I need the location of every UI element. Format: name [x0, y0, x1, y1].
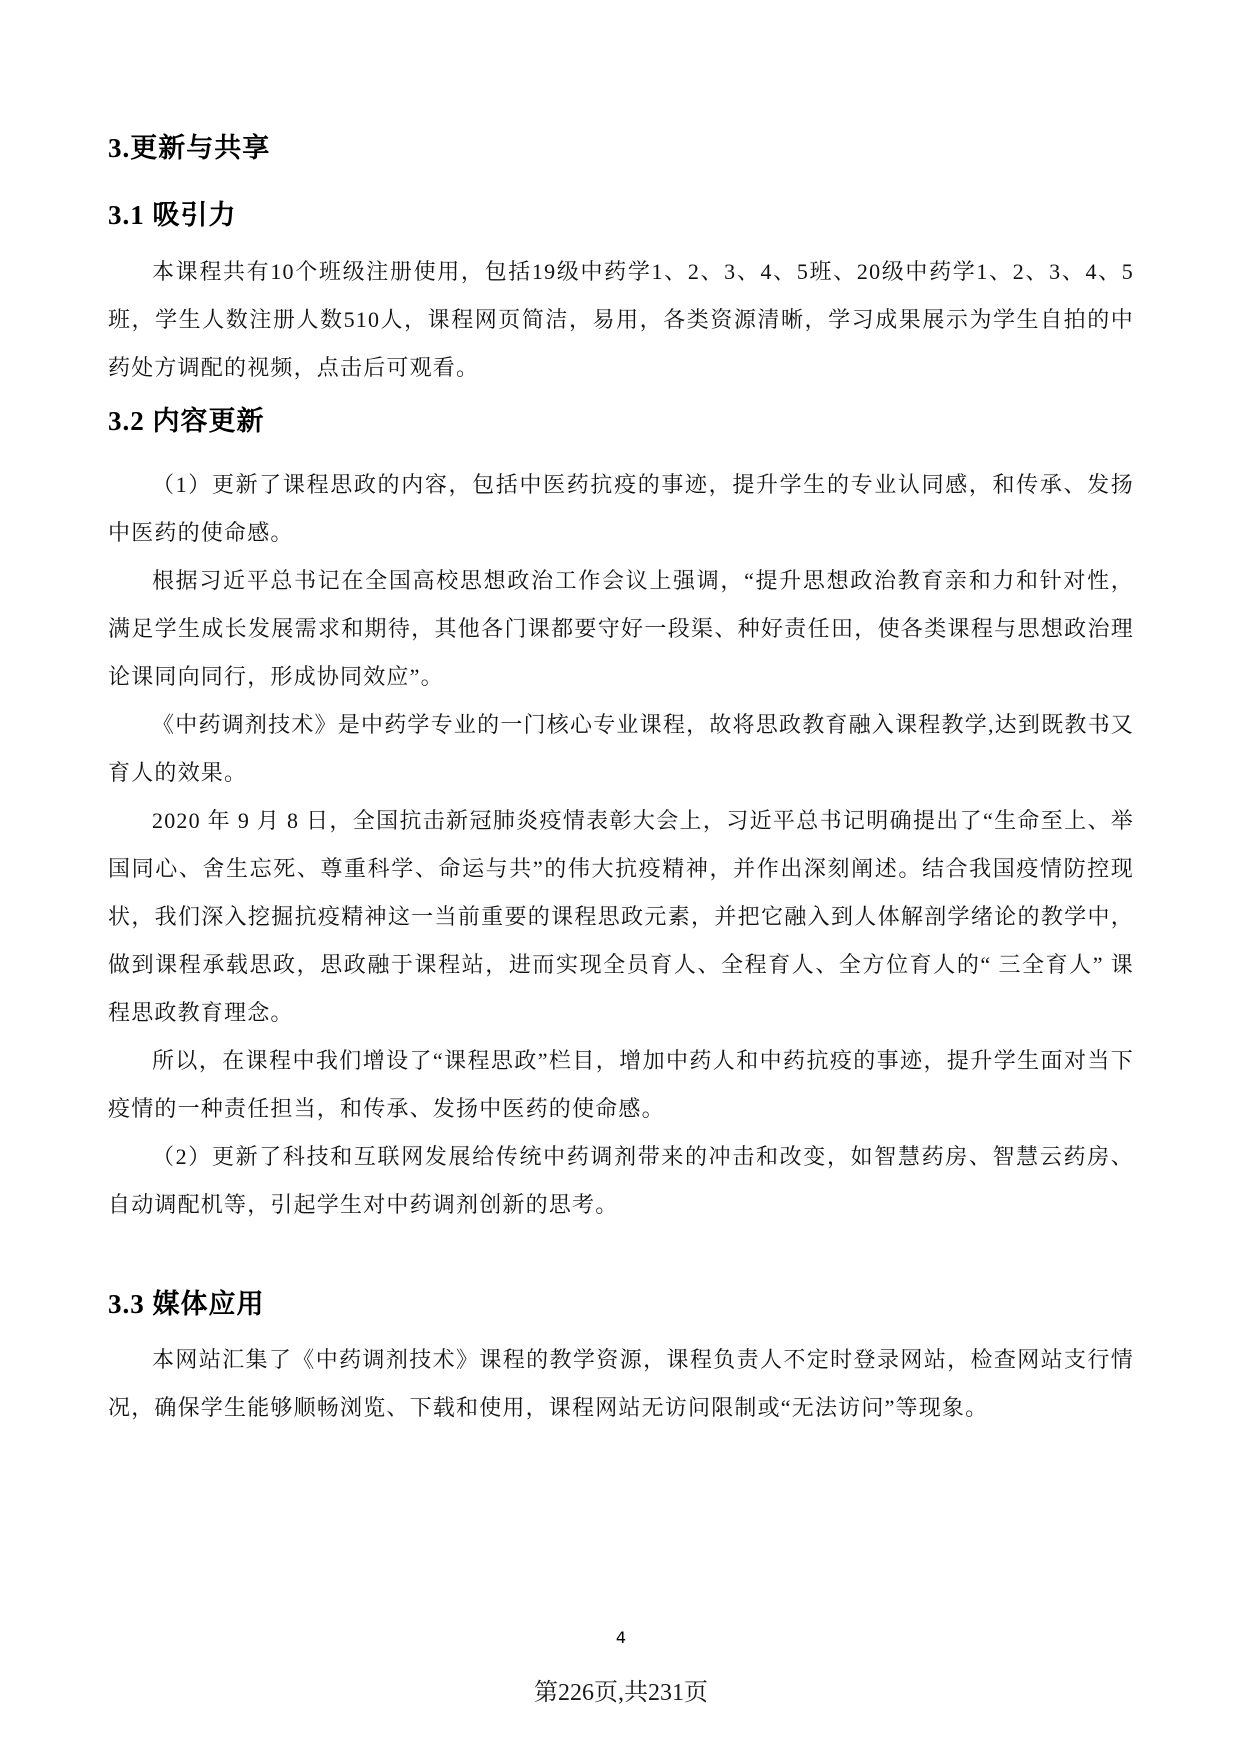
paragraph: 2020 年 9 月 8 日，全国抗击新冠肺炎疫情表彰大会上，习近平总书记明确提出了“生命至上、举国同心、舍生忘死、尊重科学、命运与共”的伟大抗疫精神，并作出深刻阐述。结合我国疫情防控现状，我们深入挖掘抗疫精神这一当前重要的课程思政元素，并把它融入到人体解剖学绪论的教学中，做到课程承载思政，思政融于课程站，进而实现全员育人、全程育人、全方位育人的“ 三全育人” 课程思政教育理念。: [108, 808, 1134, 1025]
section-heading: 3.2 内容更新: [108, 406, 265, 436]
paragraph: 根据习近平总书记在全国高校思想政治工作会议上强调，“提升思想政治教育亲和力和针对性，满足学生成长发展需求和期待，其他各门课都要守好一段渠、种好责任田，使各类课程与思想政治理论课同向同行，形成协同效应”。: [108, 568, 1134, 689]
paragraph: 本网站汇集了《中药调剂技术》课程的教学资源，课程负责人不定时登录网站，检查网站支行情况，确保学生能够顺畅浏览、下载和使用，课程网站无访问限制或“无法访问”等现象。: [108, 1347, 1134, 1420]
section-heading: 3.1 吸引力: [108, 200, 237, 230]
document-content: [108, 0, 1134, 1432]
paragraph: 《中药调剂技术》是中药学专业的一门核心专业课程，故将思政教育融入课程教学,达到既教书又育人的效果。: [108, 712, 1134, 785]
section-heading: 3.3 媒体应用: [108, 1289, 265, 1319]
paragraph: （2）更新了科技和互联网发展给传统中药调剂带来的冲击和改变，如智慧药房、智慧云药房、自动调配机等，引起学生对中药调剂创新的思考。: [108, 1144, 1134, 1217]
footer-page-info: 第226页,共231页: [534, 1680, 708, 1706]
paragraph: （1）更新了课程思政的内容，包括中医药抗疫的事迹，提升学生的专业认同感，和传承、发扬中医药的使命感。: [108, 472, 1134, 545]
page-number: 4: [615, 1628, 627, 1647]
paragraph: 所以，在课程中我们增设了“课程思政”栏目，增加中药人和中药抗疫的事迹，提升学生面对当下疫情的一种责任担当，和传承、发扬中医药的使命感。: [108, 1048, 1134, 1121]
paragraph: 本课程共有10个班级注册使用，包括19级中药学1、2、3、4、5班、20级中药学1、2、3、4、5班，学生人数注册人数510人，课程网页简洁，易用，各类资源清晰，学习成果展示为学生自拍的中药处方调配的视频，点击后可观看。: [108, 259, 1134, 380]
section-heading: 3.更新与共享: [108, 133, 271, 163]
